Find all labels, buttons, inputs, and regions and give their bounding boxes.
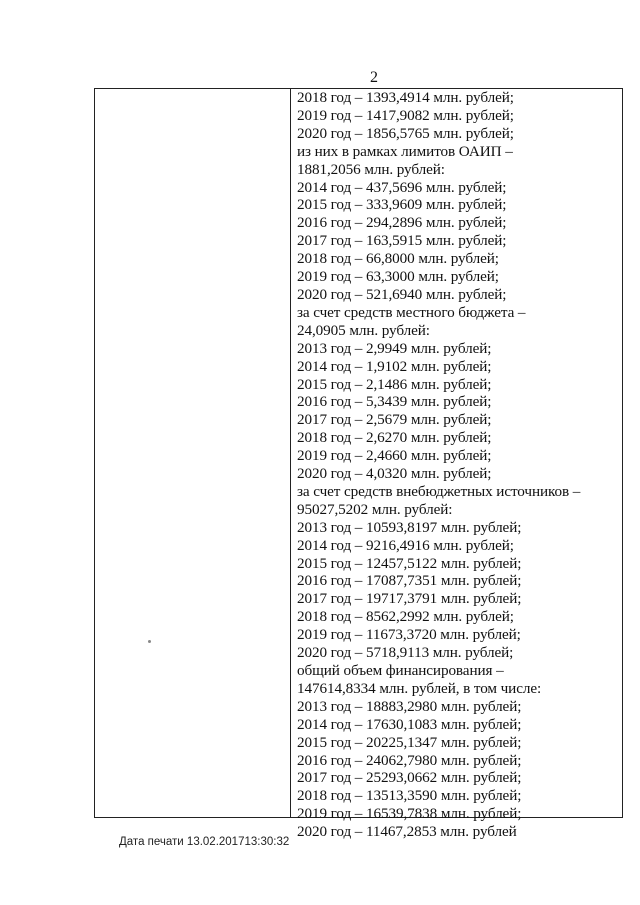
text-line: общий объем финансирования – — [297, 662, 504, 679]
text-line: 2019 год – 11673,3720 млн. рублей; — [297, 626, 521, 644]
text-line: 147614,8334 млн. рублей, в том числе: — [297, 679, 542, 697]
text-line: 24,0905 млн. рублей: — [297, 321, 430, 339]
text-line: 2020 год – 1856,5765 млн. рублей; — [297, 124, 514, 142]
text-line: 2014 год – 1,9102 млн. рублей; — [297, 357, 492, 375]
text-line: 2016 год – 24062,7980 млн. рублей; — [297, 751, 522, 769]
text-line: за счет средств местного бюджета – — [297, 303, 526, 321]
text-line: 2018 год – 13513,3590 млн. рублей; — [297, 787, 522, 805]
text-line: 2020 год – 5718,9113 млн. рублей; — [297, 644, 514, 662]
text-line: 2014 год – 437,5696 млн. рублей; — [297, 178, 507, 196]
text-line: 2013 год – 2,9949 млн. рублей; — [297, 339, 492, 357]
text-line: 2013 год – 10593,8197 млн. рублей; — [297, 518, 522, 536]
text-line: 2013 год – 18883,2980 млн. рублей; — [297, 697, 522, 715]
text-line: 2018 год – 66,8000 млн. рублей; — [297, 250, 499, 268]
text-line: 2019 год – 63,3000 млн. рублей; — [297, 268, 499, 286]
text-line: 2019 год – 2,4660 млн. рублей; — [297, 447, 492, 465]
text-line: 2018 год – 1393,4914 млн. рублей; — [297, 89, 514, 106]
text-line: 2015 год – 20225,1347 млн. рублей; — [297, 733, 522, 751]
text-line: 2017 год – 163,5915 млн. рублей; — [297, 232, 507, 250]
text-line: 2014 год – 17630,1083 млн. рублей; — [297, 715, 522, 733]
text-line: 2014 год – 9216,4916 млн. рублей; — [297, 536, 514, 554]
text-line: 2017 год – 2,5679 млн. рублей; — [297, 411, 492, 429]
text-line: 2020 год – 11467,2853 млн. рублей — [297, 823, 517, 841]
text-line: 2019 год – 16539,7838 млн. рублей; — [297, 805, 522, 823]
text-line: за счет средств внебюджетных источников – — [297, 482, 581, 500]
text-line: 2015 год – 12457,5122 млн. рублей; — [297, 554, 522, 572]
text-line: 2018 год – 2,6270 млн. рублей; — [297, 429, 492, 447]
text-line: 2015 год – 333,9609 млн. рублей; — [297, 196, 507, 214]
text-line: 2018 год – 8562,2992 млн. рублей; — [297, 608, 514, 626]
text-line: 95027,5202 млн. рублей: — [297, 500, 453, 518]
text-line: из них в рамках лимитов ОАИП – — [297, 142, 513, 160]
page-number: 2 — [370, 69, 378, 86]
text-line: 1881,2056 млн. рублей: — [297, 160, 445, 178]
text-line: 2019 год – 1417,9082 млн. рублей; — [297, 106, 514, 124]
column-divider — [290, 89, 291, 817]
text-line: 2020 год – 521,6940 млн. рублей; — [297, 285, 507, 303]
financing-table — [94, 88, 623, 841]
financing-cell — [297, 89, 620, 841]
text-line: 2015 год – 2,1486 млн. рублей; — [297, 375, 492, 393]
text-line: 2020 год – 4,0320 млн. рублей; — [297, 465, 492, 483]
scan-speck — [148, 640, 151, 643]
print-date-footer: Дата печати 13.02.201713:30:32 — [119, 836, 290, 848]
text-line: 2017 год – 19717,3791 млн. рублей; — [297, 590, 522, 608]
text-line: 2016 год – 5,3439 млн. рублей; — [297, 393, 492, 411]
text-line: 2017 год – 25293,0662 млн. рублей; — [297, 769, 522, 787]
text-line: 2016 год – 294,2896 млн. рублей; — [297, 214, 507, 232]
text-line: 2016 год – 17087,7351 млн. рублей; — [297, 572, 522, 590]
